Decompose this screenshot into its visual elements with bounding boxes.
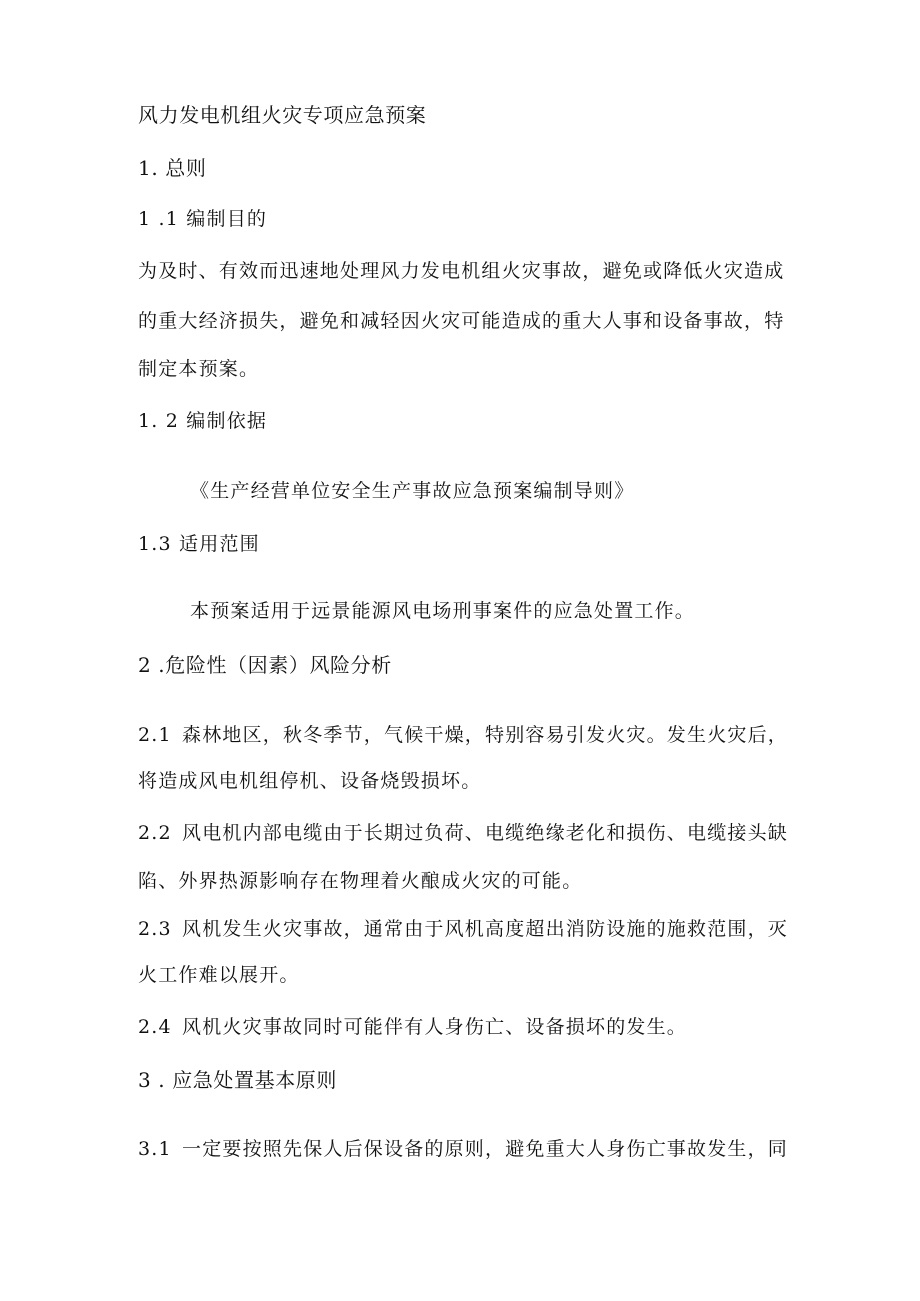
section-2-4-line-1 bbox=[138, 1015, 687, 1039]
section-1-3-heading: 1.3 适用范围 bbox=[138, 533, 260, 555]
document-title: 风力发电机组火灾专项应急预案 bbox=[138, 103, 427, 127]
section-2-1-line-2: 将造成风电机组停机、设备烧毁损坏。 bbox=[138, 770, 482, 792]
item-number: 2.2 bbox=[138, 822, 172, 844]
item-text: 风机火灾事故同时可能伴有人身伤亡、设备损坏的发生。 bbox=[182, 1016, 688, 1038]
section-2-heading: 2 .危险性（因素）风险分析 bbox=[138, 653, 392, 677]
item-text: 风电机内部电缆由于长期过负荷、电缆绝缘老化和损伤、电缆接头缺 bbox=[182, 822, 789, 844]
section-1-heading: 1. 总则 bbox=[138, 156, 207, 180]
section-1-1-para-line-1: 为及时、有效而迅速地处理风力发电机组火灾事故，避免或降低火灾造成 bbox=[138, 260, 785, 282]
section-2-2-line-1 bbox=[138, 821, 788, 845]
section-2-3-line-2: 火工作难以展开。 bbox=[138, 964, 300, 986]
section-1-3-para: 本预案适用于远景能源风电场刑事案件的应急处置工作。 bbox=[190, 600, 696, 622]
item-text: 风机发生火灾事故，通常由于风机高度超出消防设施的施救范围，灭 bbox=[182, 918, 789, 940]
section-1-1-para-line-2: 的重大经济损失，避免和减轻因火灾可能造成的重大人事和设备事故，特 bbox=[138, 310, 785, 332]
item-number: 2.1 bbox=[138, 724, 172, 746]
item-number: 2.4 bbox=[138, 1016, 172, 1038]
section-2-3-line-1 bbox=[138, 917, 788, 941]
section-3-heading: 3 . 应急处置基本原则 bbox=[138, 1068, 337, 1092]
section-2-2-line-2: 陷、外界热源影响存在物理着火酿成火灾的可能。 bbox=[138, 870, 583, 892]
section-1-1-heading: 1 .1 编制目的 bbox=[138, 208, 268, 230]
item-text: 一定要按照先保人后保设备的原则，避免重大人身伤亡事故发生，同 bbox=[182, 1138, 789, 1160]
section-1-2-para: 《生产经营单位安全生产事故应急预案编制导则》 bbox=[190, 480, 635, 502]
section-1-1-para-line-3: 制定本预案。 bbox=[138, 358, 260, 380]
section-2-1-line-1 bbox=[138, 723, 788, 747]
item-number: 2.3 bbox=[138, 918, 172, 940]
item-number: 3.1 bbox=[138, 1138, 172, 1160]
section-1-2-heading: 1. 2 编制依据 bbox=[138, 410, 268, 432]
section-3-1-line-1 bbox=[138, 1137, 788, 1161]
item-text: 森林地区，秋冬季节，气候干燥，特别容易引发火灾。发生火灾后， bbox=[182, 724, 789, 746]
